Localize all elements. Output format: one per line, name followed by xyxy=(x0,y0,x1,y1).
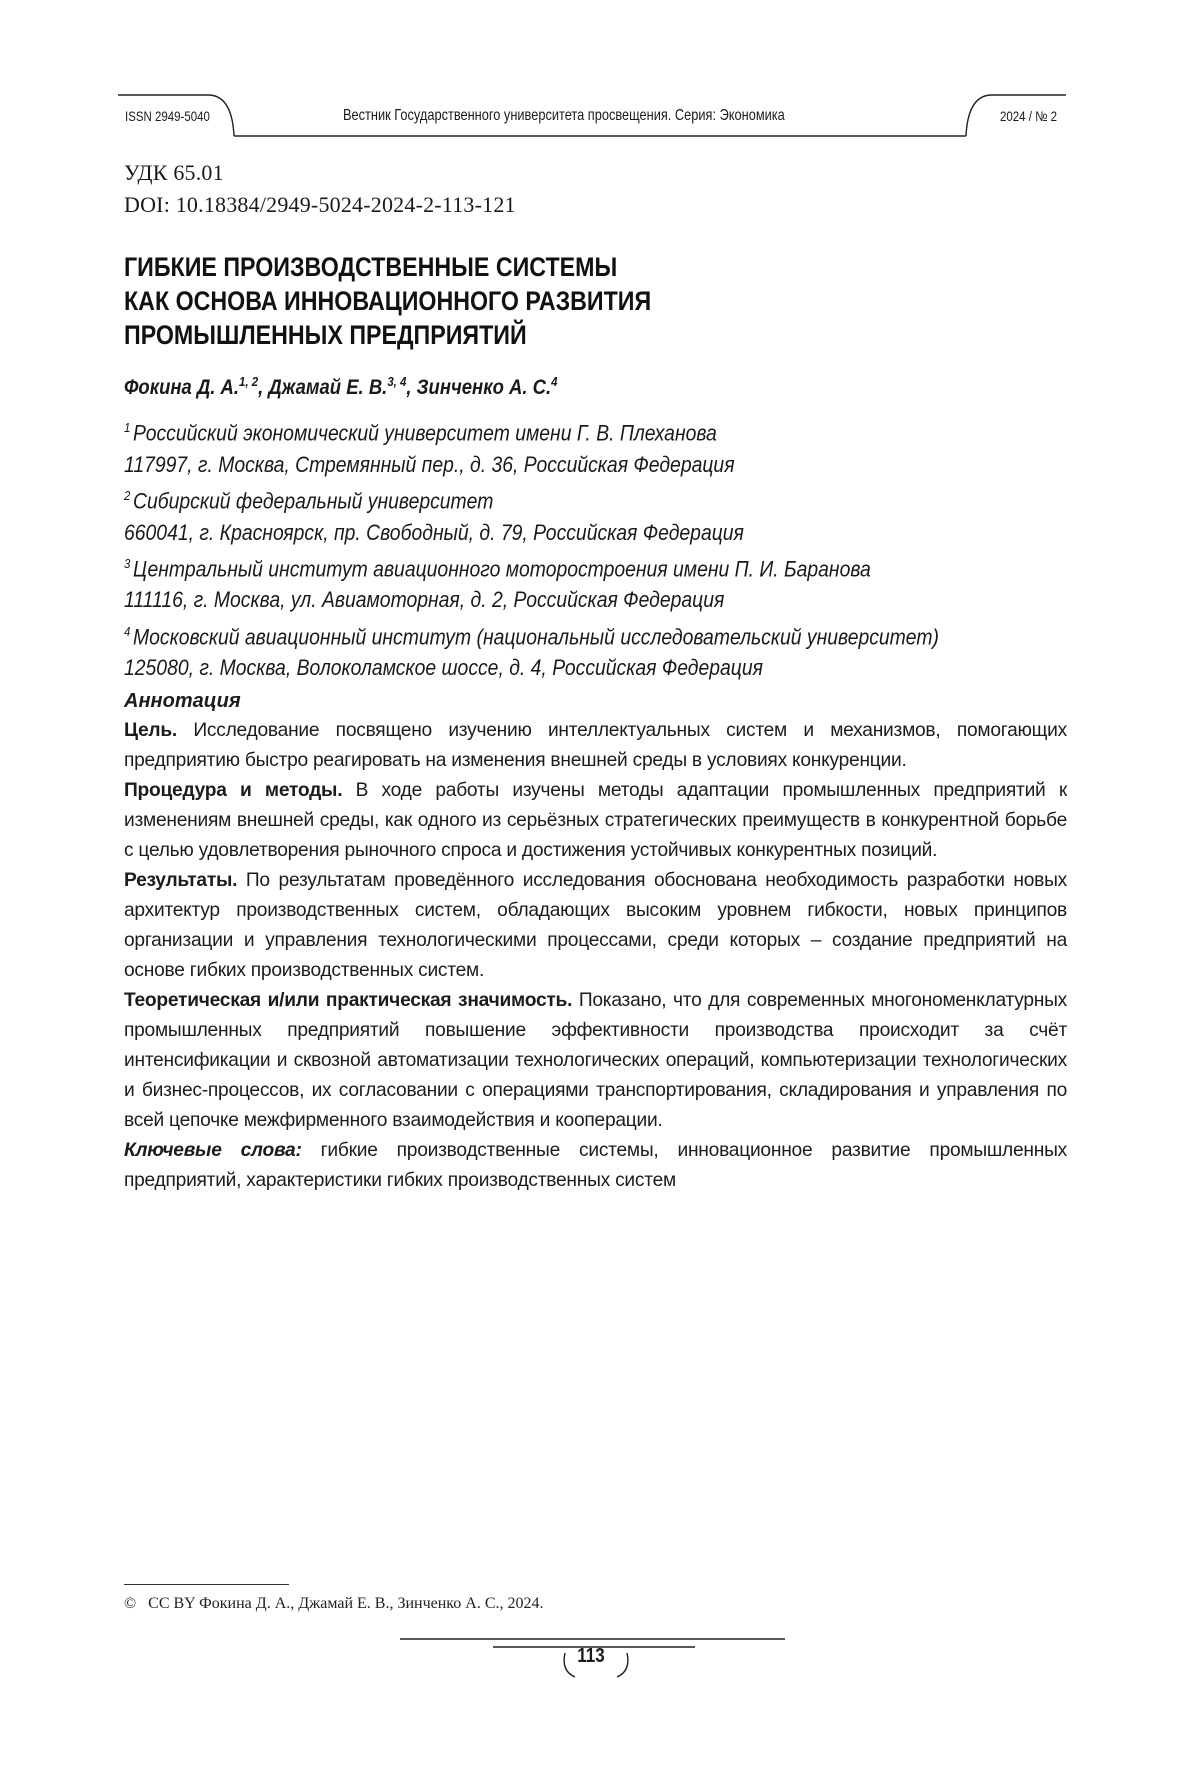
author-list: Фокина Д. А.1, 2, Джамай Е. В.3, 4, Зинченко А. С.4 xyxy=(124,374,557,400)
license-label: CC BY xyxy=(148,1595,195,1612)
copyright-footnote xyxy=(124,1595,543,1613)
abstract-methods: Процедура и методы. В ходе работы изучены методы адаптации промышленных предприятий к изменениям внешней среды, как одного из серьёзных стратегических преимуществ в конкурентной борьбе с целью удовлетворения рыночного спроса и достижения устойчивых конкурентных позиций. xyxy=(124,776,1067,866)
affiliation-address: 125080, г. Москва, Волоколамское шоссе, д. 4, Российская Федерация xyxy=(124,652,1004,683)
author-affiliation-ref: 1, 2 xyxy=(239,374,258,389)
udc-code: УДК 65.01 xyxy=(124,160,224,186)
copyright-text: Фокина Д. А., Джамай Е. В., Зинченко А. С., 2024. xyxy=(199,1595,543,1612)
author-name: Фокина Д. А. xyxy=(124,376,239,399)
abstract-keywords: Ключевые слова: гибкие производственные системы, инновационное развитие промышленных предприятий, характеристики гибких производственных систем xyxy=(124,1136,1067,1196)
affiliation-name: 1 Российский экономический университет имени Г. В. Плеханова xyxy=(124,412,1004,449)
author-affiliation-ref: 4 xyxy=(551,374,557,389)
affiliation-list xyxy=(124,412,1124,684)
title-line: КАК ОСНОВА ИННОВАЦИОННОГО РАЗВИТИЯ xyxy=(124,284,726,318)
title-line: ГИБКИЕ ПРОИЗВОДСТВЕННЫЕ СИСТЕМЫ xyxy=(124,250,726,284)
affiliation-name: 4 Московский авиационный институт (национальный исследовательский университет) xyxy=(124,616,1004,653)
affiliation-name: 3 Центральный институт авиационного моторостроения имени П. И. Баранова xyxy=(124,548,1004,585)
author-name: Зинченко А. С. xyxy=(417,376,551,399)
abstract-heading: Аннотация xyxy=(124,686,1067,716)
affiliation-address: 660041, г. Красноярск, пр. Свободный, д. 79, Российская Федерация xyxy=(124,517,1004,548)
issue-label: 2024 / № 2 xyxy=(1000,108,1057,124)
copyright-icon: © xyxy=(124,1595,136,1612)
doi-link[interactable]: DOI: 10.18384/2949-5024-2024-2-113-121 xyxy=(124,192,516,218)
abstract-significance: Теоретическая и/или практическая значимость. Показано, что для современных многономенклатурных промышленных предприятий повышение эффективности производства происходит за счёт интенсификации и сквозной автоматизации технологических операций, компьютеризации технологических и бизнес-процессов, их согласовании с операциями транспортирования, складирования и управления по всей цепочке межфирменного взаимодействия и кооперации. xyxy=(124,986,1067,1136)
abstract-goal: Цель. Исследование посвящено изучению интеллектуальных систем и механизмов, помогающих предприятию быстро реагировать на изменения внешней среды в условиях конкуренции. xyxy=(124,716,1067,776)
affiliation-address: 111116, г. Москва, ул. Авиамоторная, д. 2, Российская Федерация xyxy=(124,584,1004,615)
journal-name: Вестник Государственного университета просвещения. Серия: Экономика xyxy=(343,107,785,125)
page-number: 113 xyxy=(573,1645,609,1668)
abstract-results: Результаты. По результатам проведённого исследования обоснована необходимость разработки новых архитектур производственных систем, обладающих высоким уровнем гибкости, новых принципов организации и управления технологическими процессами, среди которых – создание предприятий на основе гибких производственных систем. xyxy=(124,866,1067,986)
article-title xyxy=(124,250,824,352)
issn-label: ISSN 2949-5040 xyxy=(125,108,210,124)
abstract xyxy=(124,686,1067,1196)
author-affiliation-ref: 3, 4 xyxy=(387,374,406,389)
affiliation-address: 117997, г. Москва, Стремянный пер., д. 36, Российская Федерация xyxy=(124,449,1004,480)
author-name: Джамай Е. В. xyxy=(268,376,387,399)
affiliation-name: 2 Сибирский федеральный университет xyxy=(124,480,1004,517)
footnote-divider xyxy=(124,1584,289,1585)
title-line: ПРОМЫШЛЕННЫХ ПРЕДПРИЯТИЙ xyxy=(124,318,726,352)
